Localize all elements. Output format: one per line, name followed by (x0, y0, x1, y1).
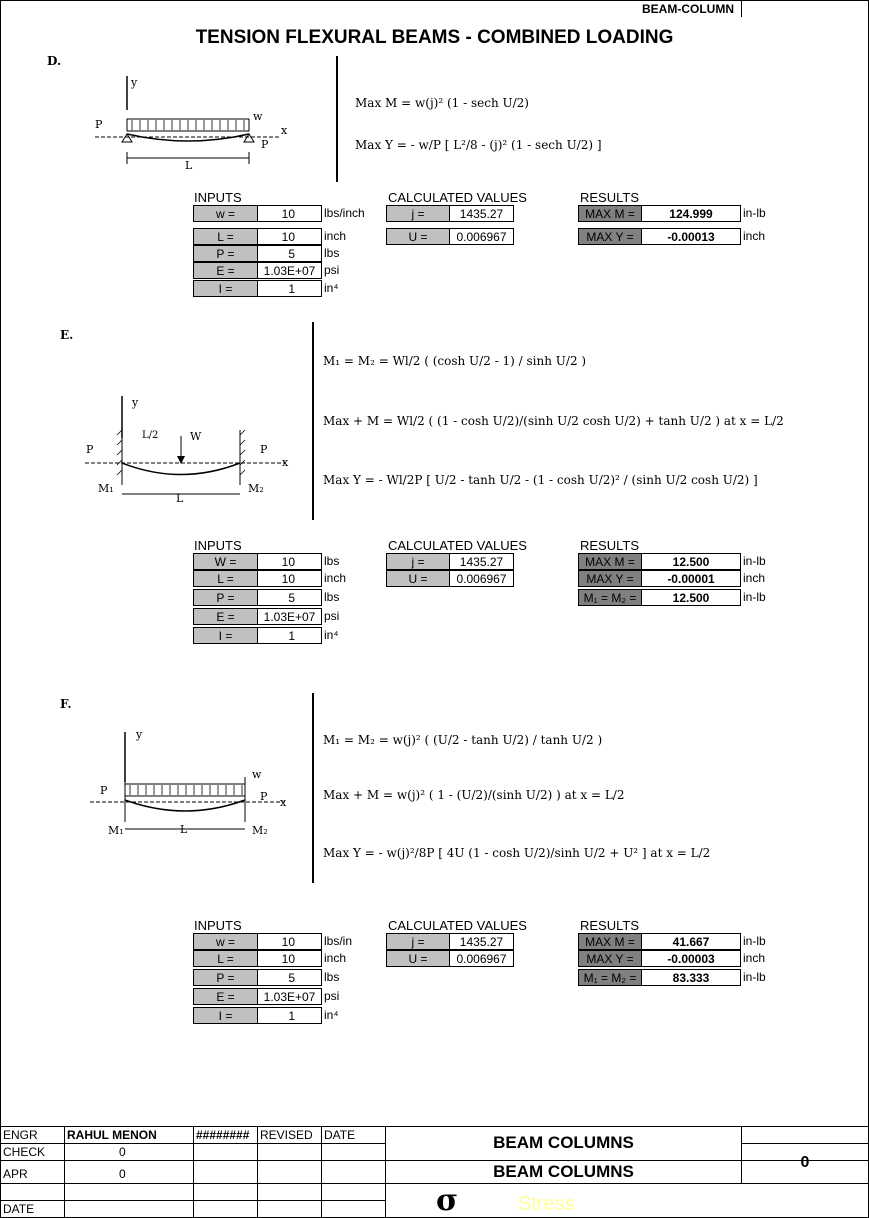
section-e-divider (312, 322, 314, 520)
engr-name[interactable]: RAHUL MENON (67, 1128, 157, 1142)
e-formula-max-m: Max + M = Wl/2 ( (1 - cosh U/2)/(sinh U/2 cosh U/2) + tanh U/2 ) at x = L/2 (323, 414, 784, 428)
d-p-right: P (261, 138, 269, 151)
e-l-label: L (176, 492, 184, 505)
engr-date-value[interactable]: ######## (196, 1128, 250, 1142)
f-result-max-y: -0.00003 (641, 950, 741, 967)
d-formula-max-m: Max M = w(j)² (1 - sech U/2) (355, 96, 529, 110)
f-input-unit: inch (324, 951, 347, 965)
d-result-label: MAX Y = (578, 228, 642, 245)
e-calc-u: 0.006967 (449, 570, 514, 587)
section-d-diagram (85, 70, 305, 180)
d-calc-label: U = (386, 228, 450, 245)
d-input-unit: in⁴ (324, 281, 339, 295)
e-input-i[interactable]: 1 (257, 627, 322, 644)
f-input-unit: in⁴ (324, 1008, 339, 1022)
e-result-label: M₁ = M₂ = (578, 589, 642, 606)
e-input-unit: lbs (324, 554, 340, 568)
d-input-label: I = (193, 280, 258, 297)
f-input-w[interactable]: 10 (257, 933, 322, 950)
d-calc-j: 1435.27 (449, 205, 514, 222)
revised-label: REVISED (260, 1128, 313, 1142)
d-input-label: E = (193, 262, 258, 279)
f-input-label: I = (193, 1007, 258, 1024)
e-input-unit: lbs (324, 590, 340, 604)
sigma-logo-icon: σ (436, 1183, 459, 1218)
d-input-label: w = (193, 205, 258, 222)
e-input-unit: psi (324, 609, 340, 623)
date-header: DATE (324, 1128, 356, 1142)
f-inputs-title: INPUTS (194, 918, 242, 933)
e-formula-m1: M₁ = M₂ = Wl/2 ( (cosh U/2 - 1) / sinh U/2 ) (323, 354, 587, 368)
e-calc-label: U = (386, 570, 450, 587)
e-input-label: W = (193, 553, 258, 570)
section-f-letter: F. (60, 697, 72, 711)
sheet-tag: BEAM-COLUMN (642, 1, 742, 17)
section-f-diagram (80, 722, 310, 852)
f-x-label: x (280, 796, 287, 809)
e-input-p[interactable]: 5 (257, 589, 322, 606)
e-result-m1-m2: 12.500 (641, 589, 741, 606)
e-calc-title: CALCULATED VALUES (388, 538, 527, 553)
f-y-label: y (136, 728, 143, 741)
d-result-unit: in-lb (743, 206, 766, 220)
f-formula-max-y: Max Y = - w(j)²/8P [ 4U (1 - cosh U/2)/sinh U/2 + U² ] at x = L/2 (323, 846, 711, 860)
f-p-right: P (260, 790, 268, 803)
f-result-unit: inch (743, 951, 766, 965)
d-w-label: w (253, 110, 263, 123)
apr-label: APR (3, 1167, 28, 1181)
f-calc-title: CALCULATED VALUES (388, 918, 527, 933)
e-result-unit: in-lb (743, 554, 766, 568)
e-result-max-m: 12.500 (641, 553, 741, 570)
d-calc-u: 0.006967 (449, 228, 514, 245)
e-input-unit: inch (324, 571, 347, 585)
e-deflected-beam (122, 463, 240, 475)
e-m1-label: M₁ (98, 482, 114, 495)
apr-value[interactable]: 0 (119, 1167, 126, 1181)
e-input-e[interactable]: 1.03E+07 (257, 608, 322, 625)
e-formula-max-y: Max Y = - Wl/2P [ U/2 - tanh U/2 - (1 - cosh U/2)² / (sinh U/2 cosh U/2) ] (323, 473, 758, 487)
section-d-divider (336, 56, 338, 182)
e-inputs-title: INPUTS (194, 538, 242, 553)
sheet-title-1: BEAM COLUMNS (493, 1133, 634, 1152)
f-m1-label: M₁ (108, 824, 124, 837)
section-d-letter: D. (47, 54, 62, 68)
sheet-title-2: BEAM COLUMNS (493, 1162, 634, 1181)
section-e-letter: E. (60, 328, 74, 342)
f-calc-label: U = (386, 950, 450, 967)
f-results-title: RESULTS (580, 918, 639, 933)
d-input-unit: psi (324, 263, 340, 277)
e-input-label: I = (193, 627, 258, 644)
page-title: TENSION FLEXURAL BEAMS - COMBINED LOADING (195, 27, 674, 48)
check-value[interactable]: 0 (119, 1145, 126, 1159)
f-input-p[interactable]: 5 (257, 969, 322, 986)
d-input-unit: lbs (324, 246, 340, 260)
e-input-unit: in⁴ (324, 628, 339, 642)
d-l-label: L (185, 159, 193, 172)
e-half-label: L/2 (142, 430, 159, 441)
e-result-label: MAX M = (578, 553, 642, 570)
f-result-m1-m2: 83.333 (641, 969, 741, 986)
d-y-label: y (131, 76, 138, 89)
e-m2-label: M₂ (248, 482, 264, 495)
e-x-label: x (282, 456, 289, 469)
f-result-max-m: 41.667 (641, 933, 741, 950)
f-input-label: w = (193, 933, 258, 950)
d-result-max-m: 124.999 (641, 205, 741, 222)
d-inputs-title: INPUTS (194, 190, 242, 205)
d-input-w[interactable]: 10 (257, 205, 322, 222)
f-input-e[interactable]: 1.03E+07 (257, 988, 322, 1005)
e-input-w[interactable]: 10 (257, 553, 322, 570)
d-calc-title: CALCULATED VALUES (388, 190, 527, 205)
d-p-left: P (95, 118, 103, 131)
f-input-l[interactable]: 10 (257, 950, 322, 967)
f-formula-m1: M₁ = M₂ = w(j)² ( (U/2 - tanh U/2) / tanh U/2 ) (323, 733, 603, 747)
e-results-title: RESULTS (580, 538, 639, 553)
e-result-unit: inch (743, 571, 766, 585)
stress-logo-text: Stress (518, 1193, 575, 1215)
f-input-unit: lbs/in (324, 934, 353, 948)
engr-label: ENGR (3, 1128, 38, 1142)
f-deflected-beam (125, 800, 245, 811)
d-results-title: RESULTS (580, 190, 639, 205)
d-input-e[interactable]: 1.03E+07 (257, 262, 322, 279)
f-calc-u: 0.006967 (449, 950, 514, 967)
e-input-l[interactable]: 10 (257, 570, 322, 587)
f-result-unit: in-lb (743, 970, 766, 984)
e-input-label: E = (193, 608, 258, 625)
d-input-l[interactable]: 10 (257, 228, 322, 245)
f-calc-label: j = (386, 933, 450, 950)
d-result-max-y: -0.00013 (641, 228, 741, 245)
f-formula-max-m: Max + M = w(j)² ( 1 - (U/2)/(sinh U/2) ) at x = L/2 (323, 788, 625, 802)
e-input-label: L = (193, 570, 258, 587)
e-result-unit: in-lb (743, 590, 766, 604)
d-input-p[interactable]: 5 (257, 245, 322, 262)
e-y-label: y (132, 396, 139, 409)
e-result-label: MAX Y = (578, 570, 642, 587)
f-input-label: E = (193, 988, 258, 1005)
e-result-max-y: -0.00001 (641, 570, 741, 587)
f-calc-j: 1435.27 (449, 933, 514, 950)
e-input-label: P = (193, 589, 258, 606)
e-calc-label: j = (386, 553, 450, 570)
f-input-i[interactable]: 1 (257, 1007, 322, 1024)
e-w-label: W (190, 430, 202, 443)
d-input-i[interactable]: 1 (257, 280, 322, 297)
f-load-box (125, 784, 245, 796)
e-p-left: P (86, 443, 94, 456)
f-p-left: P (100, 784, 108, 797)
f-input-unit: lbs (324, 970, 340, 984)
f-input-label: L = (193, 950, 258, 967)
e-p-right: P (260, 443, 268, 456)
d-input-label: L = (193, 228, 258, 245)
f-w-label: w (252, 768, 262, 781)
check-label: CHECK (3, 1145, 46, 1159)
d-result-unit: inch (743, 229, 766, 243)
f-result-label: M₁ = M₂ = (578, 969, 642, 986)
d-input-label: P = (193, 245, 258, 262)
section-f-divider (312, 693, 314, 883)
e-calc-j: 1435.27 (449, 553, 514, 570)
section-e-diagram (80, 390, 310, 510)
d-x-label: x (281, 124, 288, 137)
f-result-unit: in-lb (743, 934, 766, 948)
d-formula-max-y: Max Y = - w/P [ L²/8 - (j)² (1 - sech U/2) ] (355, 138, 602, 152)
f-result-label: MAX Y = (578, 950, 642, 967)
date-label: DATE (3, 1202, 35, 1216)
f-input-label: P = (193, 969, 258, 986)
d-result-label: MAX M = (578, 205, 642, 222)
d-calc-label: j = (386, 205, 450, 222)
f-input-unit: psi (324, 989, 340, 1003)
d-input-unit: inch (324, 229, 347, 243)
f-m2-label: M₂ (252, 824, 268, 837)
d-input-unit: lbs/inch (324, 206, 365, 220)
page-number: 0 (800, 1154, 810, 1171)
f-l-label: L (180, 823, 188, 836)
f-result-label: MAX M = (578, 933, 642, 950)
